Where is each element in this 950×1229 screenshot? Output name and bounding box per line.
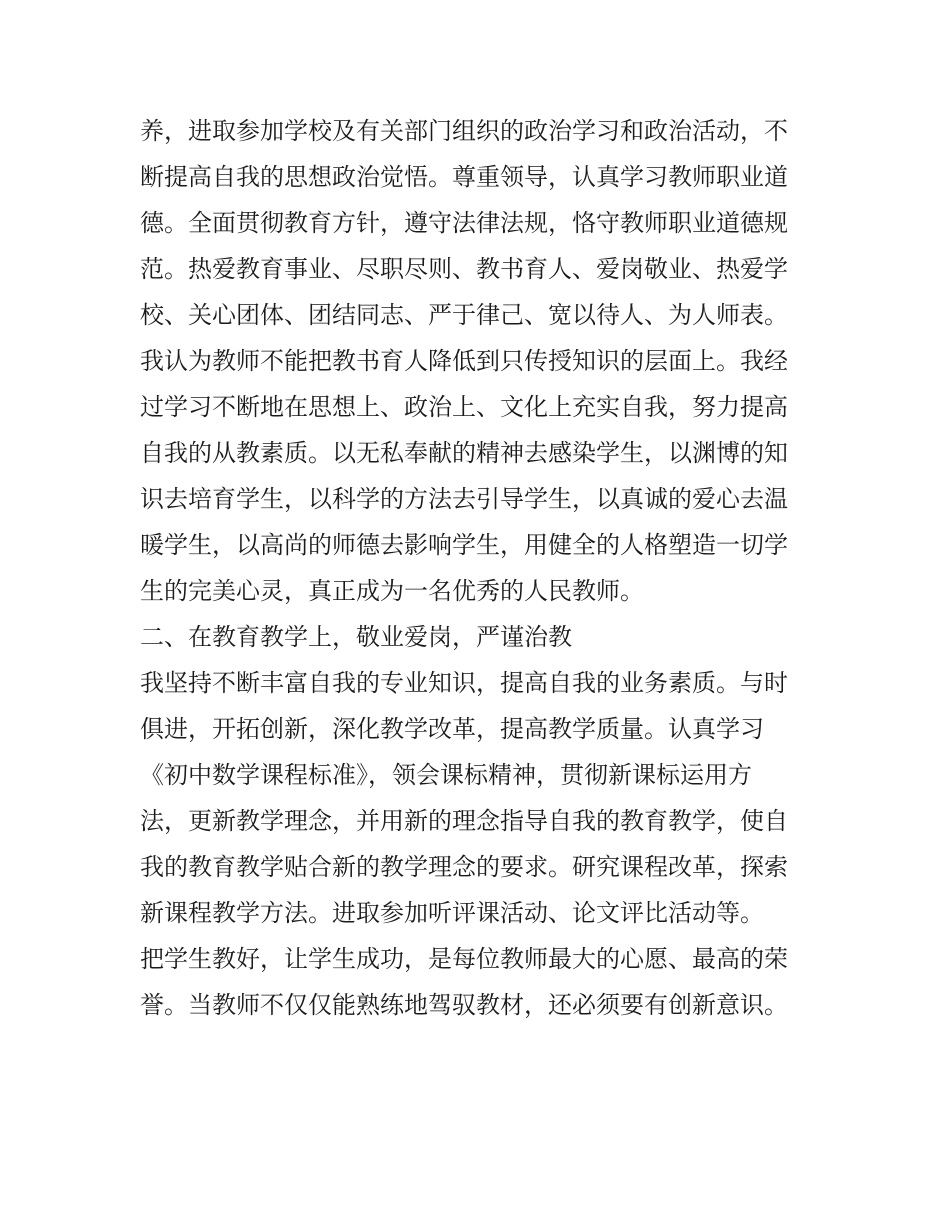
text-line: 我坚持不断丰富自我的专业知识，提高自我的业务素质。与时 <box>140 669 788 697</box>
text-line: 法，更新教学理念，并用新的理念指导自我的教育教学，使自 <box>140 807 788 835</box>
text-line: 俱进，开拓创新，深化教学改革，提高教学质量。认真学习 <box>140 715 764 743</box>
text-line: 养，进取参加学校及有关部门组织的政治学习和政治活动，不 <box>140 117 788 145</box>
text-line: 暖学生，以高尚的师德去影响学生，用健全的人格塑造一切学 <box>140 531 788 559</box>
text-line: 生的完美心灵，真正成为一名优秀的人民教师。 <box>140 577 644 605</box>
text-line: 我的教育教学贴合新的教学理念的要求。研究课程改革，探索 <box>140 853 788 881</box>
text-line: 过学习不断地在思想上、政治上、文化上充实自我，努力提高 <box>140 393 788 421</box>
text-line: 断提高自我的思想政治觉悟。尊重领导，认真学习教师职业道 <box>140 163 788 191</box>
text-line: 识去培育学生，以科学的方法去引导学生，以真诚的爱心去温 <box>140 485 788 513</box>
text-line: 范。热爱教育事业、尽职尽则、教书育人、爱岗敬业、热爱学 <box>140 255 788 283</box>
document-body <box>140 108 830 1028</box>
text-line: 德。全面贯彻教育方针，遵守法律法规，恪守教师职业道德规 <box>140 209 788 237</box>
text-line: 誉。当教师不仅仅能熟练地驾驭教材，还必须要有创新意识。 <box>140 991 788 1019</box>
text-line: 自我的从教素质。以无私奉献的精神去感染学生，以渊博的知 <box>140 439 788 467</box>
text-line: 《初中数学课程标准》，领会课标精神，贯彻新课标运用方 <box>140 761 752 789</box>
text-line: 校、关心团体、团结同志、严于律己、宽以待人、为人师表。 <box>140 301 788 329</box>
text-line: 我认为教师不能把教书育人降低到只传授知识的层面上。我经 <box>140 347 788 375</box>
text-line: 新课程教学方法。进取参加听评课活动、论文评比活动等。 <box>140 899 764 927</box>
text-line: 把学生教好，让学生成功，是每位教师最大的心愿、最高的荣 <box>140 945 788 973</box>
section-heading: 二、在教育教学上，敬业爱岗，严谨治教 <box>140 623 572 651</box>
